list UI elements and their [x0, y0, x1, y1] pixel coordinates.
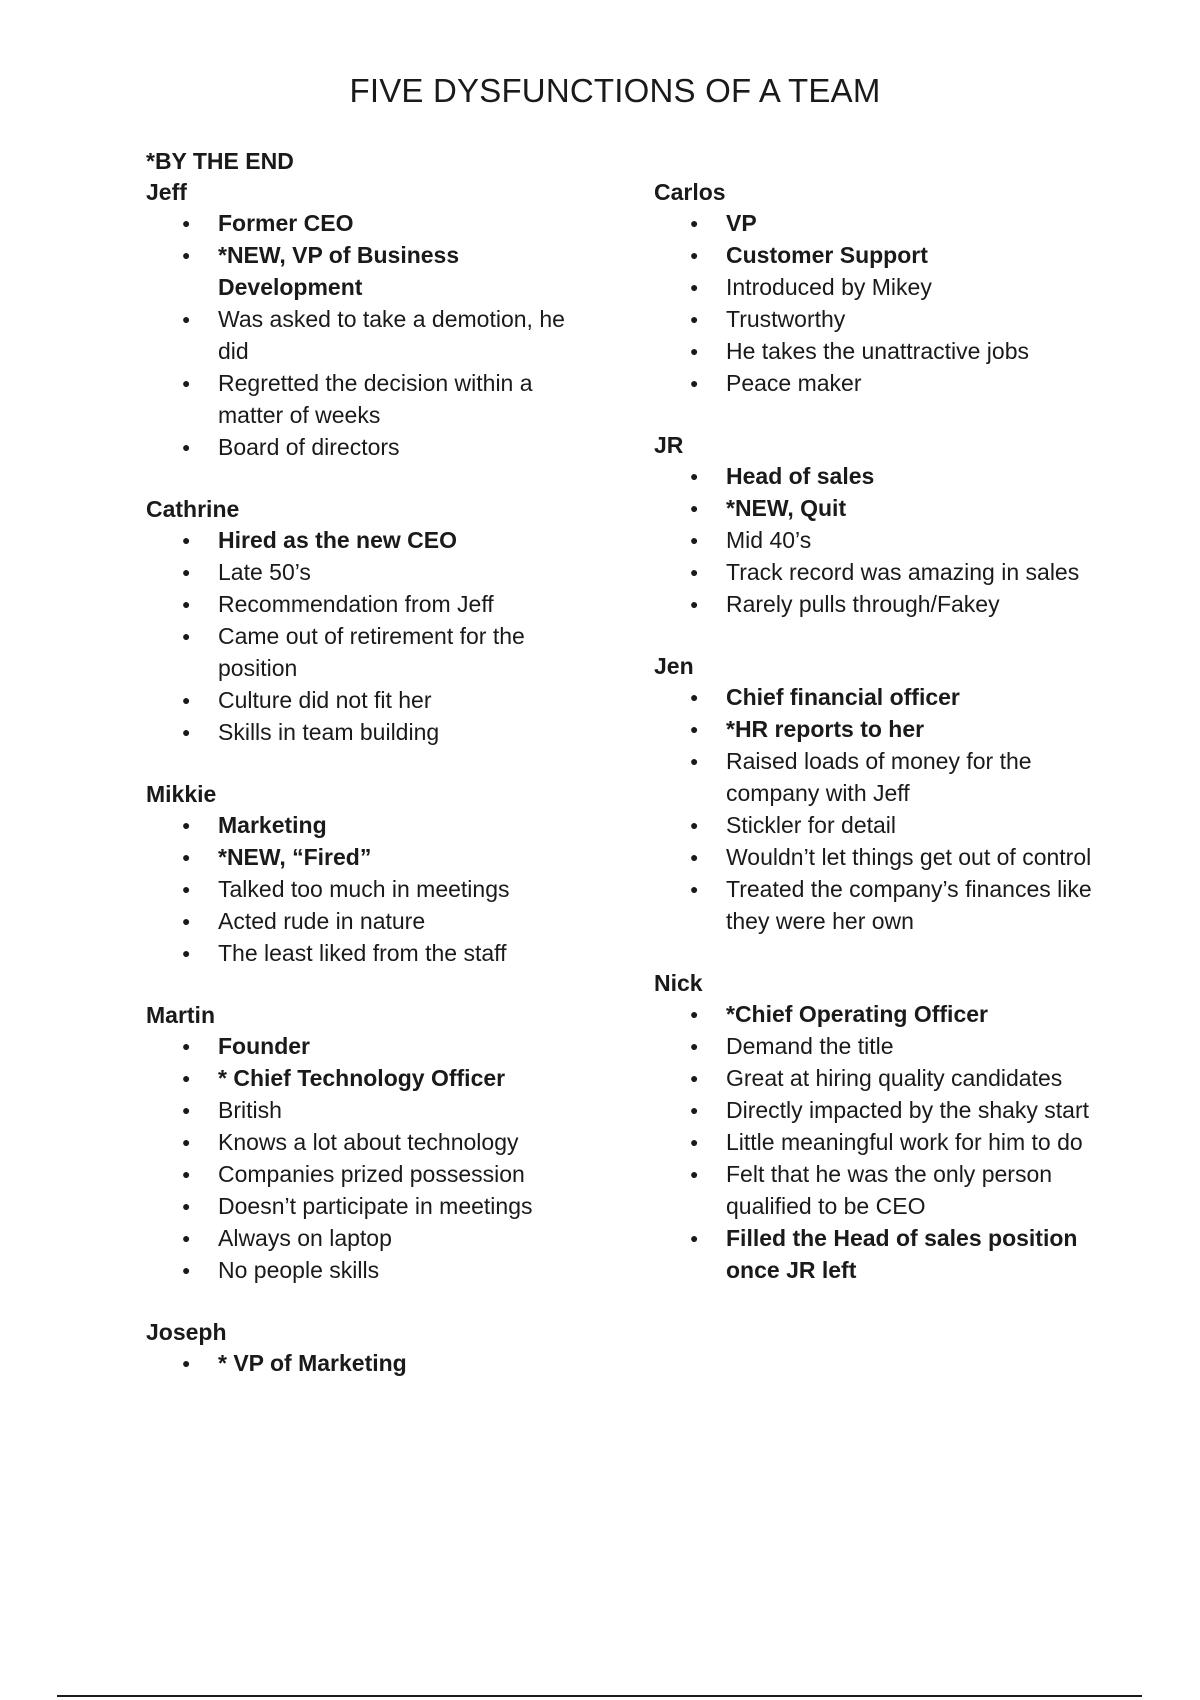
bullet-item: ● Treated the company’s finances like they were her own	[654, 873, 1094, 937]
person-section-nick	[654, 968, 1094, 1286]
bullet-item: ● He takes the unattractive jobs	[654, 335, 1094, 367]
bullet-item: ● Felt that he was the only person qualified to be CEO	[654, 1158, 1094, 1222]
bullet-item: ● Trustworthy	[654, 303, 1094, 335]
bullet-item: ● Former CEO	[146, 207, 566, 239]
bullet-list	[146, 1347, 566, 1379]
bullet-list	[654, 460, 1094, 620]
bullet-item: ● No people skills	[146, 1254, 566, 1286]
bullet-item: ● British	[146, 1094, 566, 1126]
bullet-list	[146, 207, 566, 463]
bullet-item: ● Hired as the new CEO	[146, 524, 566, 556]
bullet-list	[146, 1030, 566, 1286]
bullet-item: ● Introduced by Mikey	[654, 271, 1094, 303]
person-section-carlos	[654, 177, 1094, 399]
bullet-item: ● VP	[654, 207, 1094, 239]
bullet-item: ● Late 50’s	[146, 556, 566, 588]
bullet-item: ● Great at hiring quality candidates	[654, 1062, 1094, 1094]
bullet-item: ● *HR reports to her	[654, 713, 1094, 745]
bottom-divider	[57, 1695, 1142, 1697]
bullet-list	[654, 207, 1094, 399]
bullet-item: ● Always on laptop	[146, 1222, 566, 1254]
bullet-item: ● Skills in team building	[146, 716, 566, 748]
person-name: Nick	[654, 970, 703, 996]
bullet-item: ● Came out of retirement for the position	[146, 620, 566, 684]
left-column	[146, 177, 566, 1410]
page-title: FIVE DYSFUNCTIONS OF A TEAM	[349, 72, 881, 109]
bullet-item: ● Mid 40’s	[654, 524, 1094, 556]
bullet-item: ● Marketing	[146, 809, 566, 841]
bullet-item: ● The least liked from the staff	[146, 937, 566, 969]
bullet-item: ● Companies prized possession	[146, 1158, 566, 1190]
person-section-cathrine	[146, 494, 566, 748]
person-section-martin	[146, 1000, 566, 1286]
bullet-item: ● Track record was amazing in sales	[654, 556, 1094, 588]
bullet-item: ● Board of directors	[146, 431, 566, 463]
person-name: JR	[654, 432, 684, 458]
bullet-item: ● *Chief Operating Officer	[654, 998, 1094, 1030]
bullet-item: ● Directly impacted by the shaky start	[654, 1094, 1094, 1126]
bullet-list	[654, 998, 1094, 1286]
bullet-item: ● Doesn’t participate in meetings	[146, 1190, 566, 1222]
bullet-item: ● * VP of Marketing	[146, 1347, 566, 1379]
person-name: Mikkie	[146, 781, 217, 807]
bullet-list	[654, 681, 1094, 937]
bullet-item: ● *NEW, Quit	[654, 492, 1094, 524]
right-column	[654, 177, 1094, 1317]
bullet-item: ● Regretted the decision within a matter of weeks	[146, 367, 566, 431]
bullet-item: ● Knows a lot about technology	[146, 1126, 566, 1158]
person-name: Jeff	[146, 179, 187, 205]
bullet-item: ● Chief financial officer	[654, 681, 1094, 713]
person-section-jeff	[146, 177, 566, 463]
bullet-item: ● Little meaningful work for him to do	[654, 1126, 1094, 1158]
bullet-item: ● Recommendation from Jeff	[146, 588, 566, 620]
bullet-item: ● Filled the Head of sales position once JR left	[654, 1222, 1094, 1286]
person-name: Martin	[146, 1002, 215, 1028]
person-section-mikkie	[146, 779, 566, 969]
person-name: Joseph	[146, 1319, 227, 1345]
person-name: Cathrine	[146, 496, 240, 522]
bullet-item: ● Founder	[146, 1030, 566, 1062]
bullet-item: ● *NEW, VP of Business Development	[146, 239, 566, 303]
bullet-item: ● Raised loads of money for the company with Jeff	[654, 745, 1094, 809]
bullet-item: ● Head of sales	[654, 460, 1094, 492]
bullet-item: ● Talked too much in meetings	[146, 873, 566, 905]
person-section-jen	[654, 651, 1094, 937]
person-name: Carlos	[654, 179, 726, 205]
bullet-item: ● Stickler for detail	[654, 809, 1094, 841]
bullet-item: ● Customer Support	[654, 239, 1094, 271]
bullet-item: ● Rarely pulls through/Fakey	[654, 588, 1094, 620]
bullet-item: ● Culture did not fit her	[146, 684, 566, 716]
person-name: Jen	[654, 653, 694, 679]
bullet-item: ● Was asked to take a demotion, he did	[146, 303, 566, 367]
bullet-list	[146, 809, 566, 969]
bullet-item: ● *NEW, “Fired”	[146, 841, 566, 873]
by-the-end-note: *BY THE END	[146, 148, 294, 174]
bullet-item: ● Demand the title	[654, 1030, 1094, 1062]
bullet-item: ● Peace maker	[654, 367, 1094, 399]
bullet-item: ● Wouldn’t let things get out of control	[654, 841, 1094, 873]
person-section-jr	[654, 430, 1094, 620]
bullet-item: ● * Chief Technology Officer	[146, 1062, 566, 1094]
person-section-joseph	[146, 1317, 566, 1379]
bullet-item: ● Acted rude in nature	[146, 905, 566, 937]
bullet-list	[146, 524, 566, 748]
